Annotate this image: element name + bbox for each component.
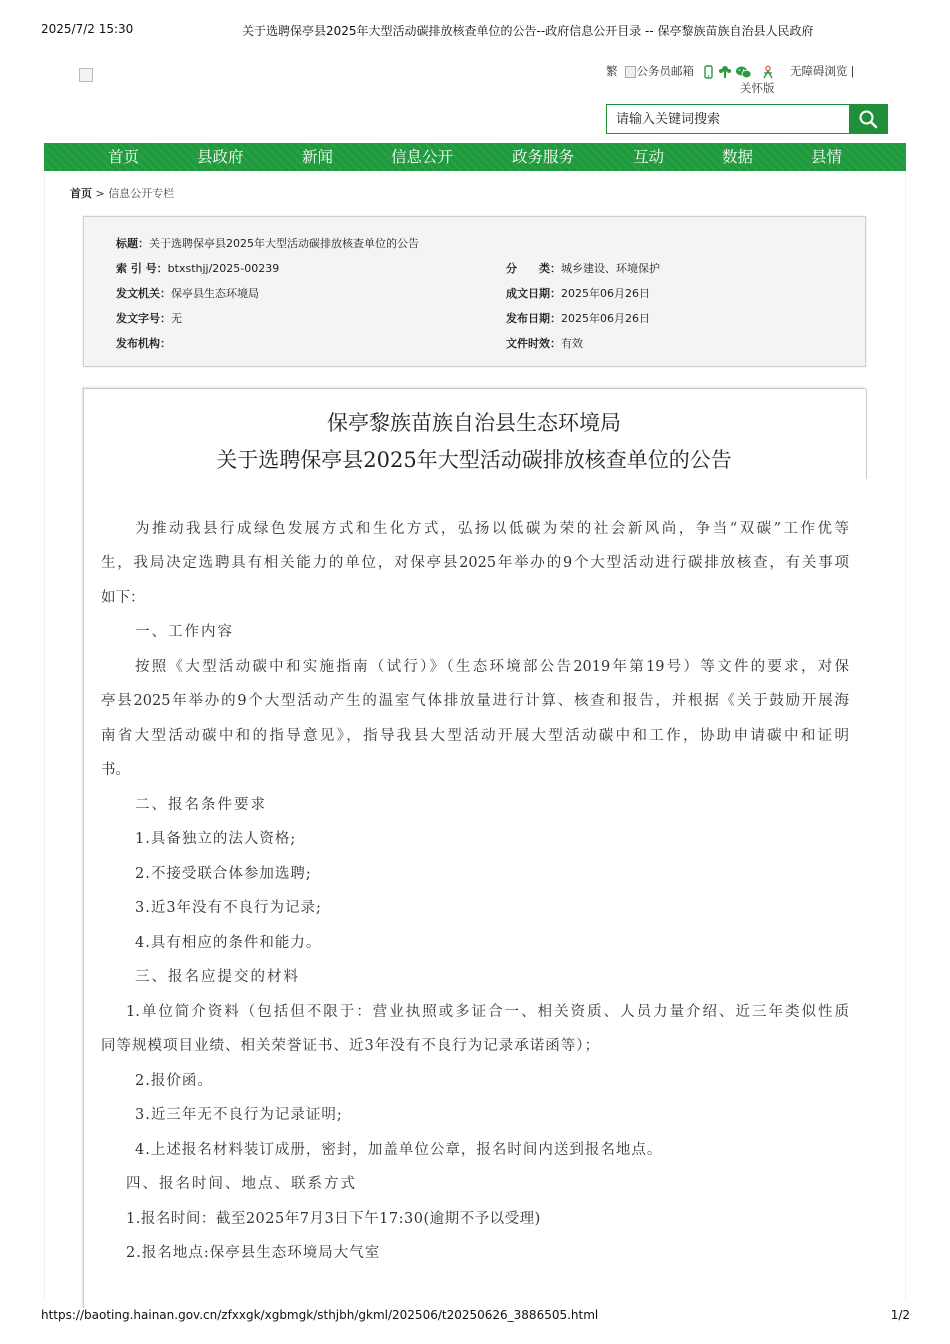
nav-item-interaction[interactable]: 互动	[633, 148, 665, 166]
breadcrumb-current[interactable]: 信息公开专栏	[108, 187, 175, 200]
search-icon	[858, 109, 878, 129]
breadcrumb	[70, 185, 174, 201]
document-title-line-1: 保亭黎族苗族自治县生态环境局	[327, 411, 621, 435]
care-version-link[interactable]: 关怀版	[740, 81, 775, 95]
print-footer	[41, 1308, 910, 1322]
list-item: 1.报名时间：截至2025年7月3日下午17:30(逾期不予以受理)	[126, 1211, 541, 1227]
section-heading: 二、报名条件要求	[135, 797, 267, 813]
government-app-icon[interactable]	[718, 65, 732, 79]
breadcrumb-home[interactable]: 首页	[70, 187, 92, 200]
search-button[interactable]	[849, 105, 887, 133]
meta-published-date-label: 发布日期：	[506, 312, 561, 325]
meta-validity-label: 文件时效：	[506, 337, 561, 350]
list-item: 2.报价函。	[135, 1073, 213, 1089]
nav-item-government-services[interactable]: 政务服务	[512, 148, 575, 166]
site-logo[interactable]	[79, 68, 93, 82]
nav-item-county-profile[interactable]: 县情	[811, 148, 843, 166]
meta-issuer-row	[116, 285, 259, 301]
mobile-icon[interactable]	[701, 65, 715, 79]
breadcrumb-separator: >	[95, 187, 105, 200]
print-datetime: 2025/7/2 15:30	[41, 22, 134, 36]
list-item: 3.近三年无不良行为记录证明;	[135, 1107, 343, 1123]
traditional-chinese-link[interactable]: 繁	[606, 64, 618, 78]
meta-title-row	[116, 235, 419, 251]
body-line: 按照《大型活动碳中和实施指南（试行）》（生态环境部公告2019年第19号）等文件的要求，对保	[135, 659, 849, 675]
meta-written-date-row	[506, 285, 650, 301]
print-page-number: 1/2	[890, 1308, 910, 1322]
print-page-title: 关于选聘保亭县2025年大型活动碳排放核查单位的公告--政府信息公开目录 -- 保亭黎族苗族自治县人民政府	[242, 24, 814, 38]
meta-docno-value: 无	[171, 312, 182, 325]
meta-written-date-value: 2025年06月26日	[561, 287, 650, 300]
broken-image-icon	[625, 66, 636, 78]
body-line: 同等规模项目业绩、相关荣誉证书、近3年没有不良行为记录承诺函等）；	[101, 1038, 600, 1054]
list-item: 4.上述报名材料装订成册，密封，加盖单位公章，报名时间内送到报名地点。	[135, 1142, 663, 1158]
print-header	[41, 22, 920, 40]
meta-docno-label: 发文字号：	[116, 312, 171, 325]
nav-item-data[interactable]: 数据	[722, 148, 754, 166]
meta-index-row	[116, 260, 279, 276]
body-line: 书。	[101, 762, 130, 778]
body-line: 生，我局决定选聘具有相关能力的单位，对保亭县2025年举办的9个大型活动进行碳排放核查，有关事项	[101, 555, 849, 571]
mail-link[interactable]	[625, 63, 695, 80]
meta-category-label: 分 类：	[506, 262, 561, 275]
nav-item-information-disclosure[interactable]: 信息公开	[391, 148, 454, 166]
top-links	[606, 63, 866, 97]
meta-validity-value: 有效	[561, 337, 583, 350]
search-box	[606, 104, 888, 134]
section-heading: 四、报名时间、地点、联系方式	[126, 1176, 357, 1192]
meta-title-label: 标题：	[116, 237, 149, 250]
meta-category-value: 城乡建设、环境保护	[561, 262, 660, 275]
nav-item-home[interactable]: 首页	[108, 148, 140, 166]
nav-item-county-government[interactable]: 县政府	[197, 148, 244, 166]
body-line: 为推动我县行成绿色发展方式和生化方式，弘扬以低碳为荣的社会新风尚，争当“双碳”工作优等	[135, 521, 849, 537]
section-heading: 三、报名应提交的材料	[135, 969, 300, 985]
meta-issuer-value: 保亭县生态环境局	[171, 287, 259, 300]
section-heading: 一、工作内容	[135, 624, 234, 640]
meta-written-date-label: 成文日期：	[506, 287, 561, 300]
search-input[interactable]	[607, 105, 849, 133]
meta-index-label: 索 引 号：	[116, 262, 168, 275]
list-item: 3.近3年没有不良行为记录;	[135, 900, 322, 916]
document-title-line-2: 关于选聘保亭县2025年大型活动碳排放核查单位的公告	[216, 448, 732, 472]
main-nav	[44, 143, 906, 171]
body-line: 南省大型活动碳中和的指导意见》，指导我县大型活动开展大型活动碳中和工作，协助申请碳中和证明	[101, 728, 849, 744]
mail-link-label: 公务员邮箱	[636, 64, 694, 78]
wechat-icon[interactable]	[735, 65, 752, 79]
meta-validity-row	[506, 335, 583, 351]
accessibility-link[interactable]: 无障碍浏览	[790, 64, 848, 78]
list-item: 2.报名地点:保亭县生态环境局大气室	[126, 1245, 381, 1261]
list-item: 4.具有相应的条件和能力。	[135, 935, 322, 951]
body-line: 亭县2025年举办的9个大型活动产生的温室气体排放量进行计算、核查和报告，并根据《关于鼓励开展海	[101, 693, 849, 709]
meta-published-date-row	[506, 310, 650, 326]
meta-published-date-value: 2025年06月26日	[561, 312, 650, 325]
meta-docno-row	[116, 310, 182, 326]
meta-title-value: 关于选聘保亭县2025年大型活动碳排放核查单位的公告	[149, 237, 419, 250]
nav-item-news[interactable]: 新闻	[302, 148, 334, 166]
meta-index-value: btxsthjj/2025-00239	[167, 262, 280, 275]
meta-category-row	[506, 260, 660, 276]
meta-org-row	[116, 335, 171, 351]
list-item: 1.具备独立的法人资格;	[135, 831, 297, 847]
content-right-border	[866, 389, 867, 479]
body-line: 如下：	[101, 590, 145, 606]
top-links-divider: |	[850, 64, 855, 78]
document-metadata	[83, 216, 866, 367]
list-item: 2.不接受联合体参加选聘;	[135, 866, 312, 882]
meta-org-label: 发布机构：	[116, 337, 171, 350]
print-url: https://baoting.hainan.gov.cn/zfxxgk/xgbmgk/sthjbh/gkml/202506/t20250626_3886505.html	[41, 1308, 599, 1322]
care-mode-icon[interactable]	[761, 65, 775, 79]
list-item: 1.单位简介资料（包括但不限于：营业执照或多证合一、相关资质、人员力量介绍、近三年类似性质	[126, 1004, 849, 1020]
meta-issuer-label: 发文机关：	[116, 287, 171, 300]
